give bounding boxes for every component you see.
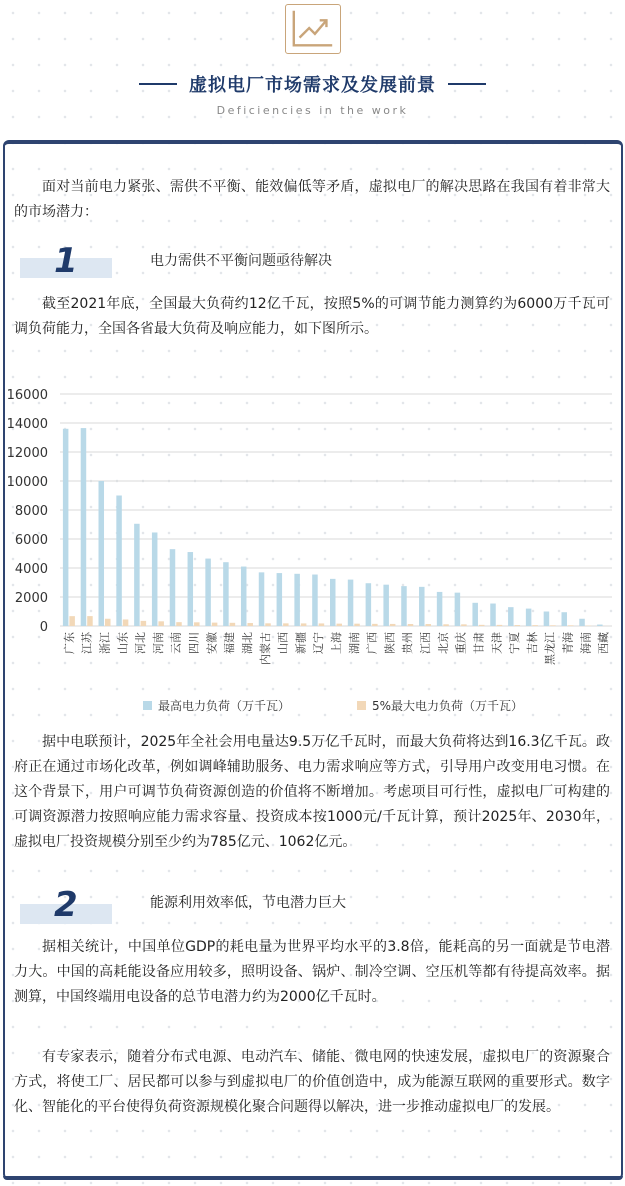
y-tick-label: 8000 (14, 504, 48, 519)
bar-5pct-load (87, 616, 93, 626)
bar-max-load (330, 579, 336, 626)
y-tick-label: 12000 (6, 446, 48, 461)
y-tick-label: 14000 (6, 417, 48, 432)
bar-5pct-load (550, 625, 556, 626)
header-left-rule (139, 83, 177, 85)
bar-5pct-load (176, 622, 182, 626)
bar-max-load (259, 572, 265, 626)
y-tick-label: 10000 (6, 475, 48, 490)
category-label: 山东 (116, 632, 130, 654)
header-right-rule (448, 83, 486, 85)
bar-max-load (81, 428, 87, 626)
category-label: 江西 (419, 632, 433, 654)
bar-max-load (544, 612, 550, 627)
y-tick-label: 0 (39, 620, 48, 635)
section-1-title: 电力需供不平衡问题亟待解决 (150, 253, 332, 269)
section-2-number: 2 (54, 885, 78, 925)
bar-max-load (366, 583, 372, 626)
category-label: 云南 (169, 632, 183, 654)
bar-5pct-load (568, 625, 574, 626)
bar-5pct-load (123, 619, 128, 626)
bar-5pct-load (337, 624, 343, 626)
bar-5pct-load (479, 625, 485, 626)
bar-5pct-load (532, 625, 538, 626)
legend-swatch-max-load (143, 701, 152, 710)
category-label: 广东 (62, 632, 76, 654)
bar-5pct-load (372, 624, 378, 626)
section-2-title: 能源利用效率低，节电潜力巨大 (150, 895, 346, 911)
bar-max-load (419, 587, 425, 626)
bar-max-load (188, 552, 194, 626)
provincial-load-chart (0, 380, 620, 720)
bar-max-load (526, 609, 532, 626)
bar-max-load (579, 619, 585, 626)
category-label: 北京 (436, 632, 450, 654)
bar-5pct-load (265, 623, 271, 626)
page-header (0, 70, 625, 98)
bar-max-load (294, 574, 300, 626)
legend-swatch-5pct-load (357, 701, 366, 710)
category-label: 海南 (579, 632, 593, 654)
bar-5pct-load (461, 624, 467, 626)
bar-5pct-load (408, 624, 414, 626)
section-1-paragraph-2: 据中电联预计，2025年全社会用电量达9.5万亿千瓦时，而最大负荷将达到16.3亿千瓦。政府正在通过市场化改革，例如调峰辅助服务、电力需求响应等方式，引导用户改变用电习惯。在这个背景下，用户可调节负荷资源创造的价值将不断增加。考虑项目可行性，虚拟电厂可构建的可调资源潜力按照响应能力需求容量、投资成本按1000元/千瓦计算，预计2025年、2030年，虚拟电厂投资规模分别至少约为785亿元、1062亿元。 (14, 734, 610, 850)
bar-5pct-load (283, 623, 289, 626)
bar-max-load (383, 585, 389, 626)
category-label: 湖南 (347, 632, 361, 654)
page-title: 虚拟电厂市场需求及发展前景 (189, 75, 436, 96)
category-label: 宁夏 (508, 632, 522, 654)
category-label: 河南 (151, 632, 165, 654)
bar-5pct-load (69, 616, 75, 626)
bar-5pct-load (194, 622, 200, 626)
card-bottom-bar (3, 1176, 623, 1180)
trend-chart-icon (285, 4, 341, 54)
category-label: 河北 (134, 632, 148, 654)
bar-5pct-load (212, 623, 218, 626)
bar-5pct-load (301, 623, 307, 626)
category-label: 天津 (490, 632, 504, 654)
bar-max-load (99, 481, 105, 626)
bar-max-load (241, 567, 247, 626)
bar-max-load (561, 612, 567, 626)
legend-label-max-load: 最高电力负荷（万千瓦） (158, 699, 291, 713)
bar-max-load (170, 549, 176, 626)
bar-max-load (437, 592, 443, 626)
bar-max-load (455, 593, 461, 626)
bar-max-load (277, 573, 283, 626)
bar-5pct-load (230, 623, 236, 626)
bar-max-load (490, 604, 496, 626)
section-1-paragraph-1: 截至2021年底，全国最大负荷约12亿千瓦，按照5%的可调节能力测算约为6000万千瓦可调负荷能力，全国各省最大负荷及响应能力，如下图所示。 (14, 296, 610, 337)
page-subtitle: Deficiencies in the work (216, 104, 409, 117)
bar-max-load (472, 603, 478, 626)
category-label: 湖北 (240, 632, 254, 654)
chart-svg (0, 380, 620, 720)
y-tick-label: 6000 (14, 533, 48, 548)
bar-5pct-load (497, 625, 503, 626)
bar-max-load (312, 575, 318, 626)
category-label: 江苏 (80, 632, 94, 654)
bar-max-load (205, 559, 211, 626)
bar-max-load (508, 607, 514, 626)
bar-5pct-load (515, 625, 521, 626)
bar-5pct-load (390, 624, 396, 626)
category-label: 四川 (187, 632, 201, 654)
y-tick-label: 16000 (6, 388, 48, 403)
bar-5pct-load (105, 619, 111, 626)
category-label: 重庆 (454, 632, 468, 654)
bar-max-load (348, 580, 354, 626)
section-2-paragraph-1: 据相关统计，中国单位GDP的耗电量为世界平均水平的3.8倍，能耗高的另一面就是节电潜力大。中国的高耗能设备应用较多，照明设备、锅炉、制冷空调、空压机等都有待提高效率。据测算，中国终端用电设备的总节电潜力约为2000亿千瓦时。 (14, 939, 610, 1005)
bar-5pct-load (443, 624, 449, 626)
y-tick-label: 2000 (14, 591, 48, 606)
category-label: 辽宁 (312, 632, 326, 654)
category-label: 黑龙江 (543, 632, 557, 665)
legend-label-5pct-load: 5%最大电力负荷（万千瓦） (372, 699, 524, 713)
bar-max-load (597, 625, 603, 626)
category-label: 吉林 (525, 632, 539, 654)
bar-5pct-load (319, 623, 325, 626)
bar-max-load (63, 429, 69, 626)
bar-5pct-load (158, 621, 164, 626)
bar-5pct-load (141, 621, 147, 626)
category-label: 贵州 (401, 632, 415, 654)
bar-5pct-load (426, 624, 432, 626)
category-label: 陕西 (383, 632, 397, 654)
y-tick-label: 4000 (14, 562, 48, 577)
bar-max-load (152, 532, 158, 626)
category-label: 新疆 (294, 632, 308, 654)
intro-paragraph: 面对当前电力紧张、需供不平衡、能效偏低等矛盾，虚拟电厂的解决思路在我国有着非常大的市场潜力： (14, 179, 610, 220)
bar-5pct-load (247, 623, 253, 626)
category-label: 甘肃 (472, 632, 486, 654)
category-label: 广西 (365, 632, 379, 654)
bar-5pct-load (354, 624, 360, 626)
category-label: 福建 (223, 632, 237, 654)
category-label: 浙江 (98, 632, 112, 654)
bar-max-load (134, 524, 140, 626)
section-2-paragraph-2: 有专家表示，随着分布式电源、电动汽车、储能、微电网的快速发展，虚拟电厂的资源聚合方式，将使工厂、居民都可以参与到虚拟电厂的价值创造中，成为能源互联网的重要形式。数字化、智能化的平台使得负荷资源规模化聚合问题得以解决，进一步推动虚拟电厂的发展。 (14, 1049, 610, 1115)
bar-max-load (401, 586, 407, 626)
category-label: 西藏 (597, 632, 611, 654)
category-label: 内蒙古 (258, 632, 272, 665)
category-label: 安徽 (205, 632, 219, 654)
category-label: 青海 (561, 632, 575, 654)
bar-max-load (223, 562, 229, 626)
category-label: 上海 (330, 632, 343, 654)
section-1-number: 1 (54, 241, 78, 281)
bar-max-load (116, 496, 122, 627)
category-label: 山西 (276, 632, 290, 654)
